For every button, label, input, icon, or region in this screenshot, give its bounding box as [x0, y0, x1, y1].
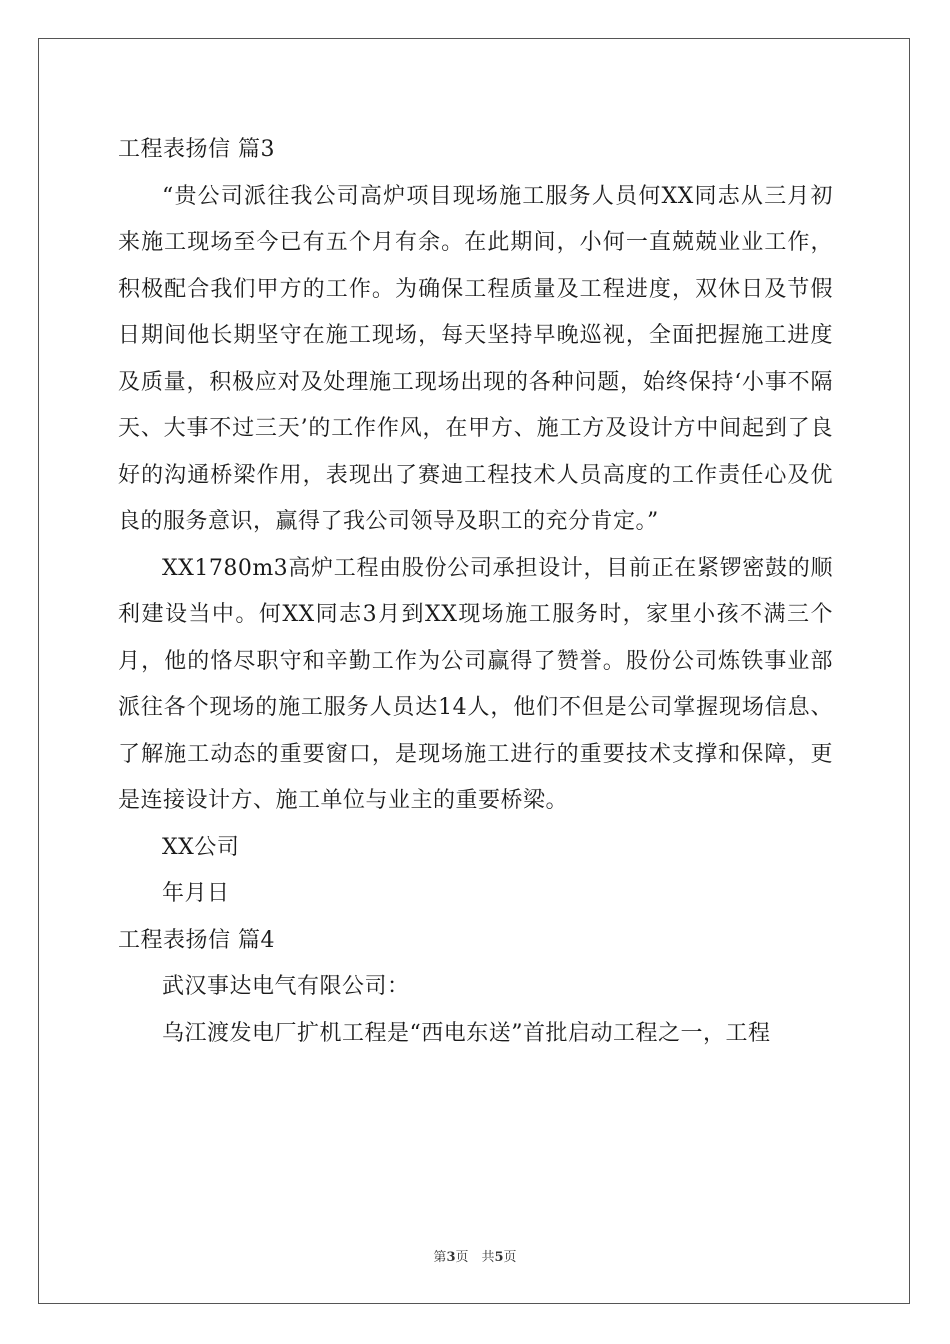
current-page-number: 3 [446, 1250, 456, 1265]
total-page-number: 5 [494, 1250, 504, 1265]
page-mid: 页 共 [455, 1250, 495, 1265]
signature-company: XX公司 [162, 834, 240, 860]
section-heading: 工程表扬信 篇4 [118, 927, 275, 953]
paragraph: XX1780m3高炉工程由股份公司承担设计，目前正在紧锣密鼓的顺利建设当中。何XX同志3月到XX现场施工服务时，家里小孩不满三个月，他的恪尽职守和辛勤工作为公司赢得了赞誉。股份公司炼铁事业部派往各个现场的施工服务人员达14人，他们不但是公司掌握现场信息、了解施工动态的重要窗口，是现场施工进行的重要技术支撑和保障，更是连接设计方、施工单位与业主的重要桥梁。 [118, 555, 833, 813]
section-heading: 工程表扬信 篇3 [118, 137, 275, 162]
salutation: 武汉事达电气有限公司： [162, 974, 410, 999]
page-suffix: 页 [503, 1250, 517, 1265]
page-footer [0, 1246, 950, 1265]
paragraph: “贵公司派往我公司高炉项目现场施工服务人员何XX同志从三月初来施工现场至今已有五个月有余。在此期间，小何一直兢兢业业工作，积极配合我们甲方的工作。为确保工程质量及工程进度，双休日及节假日期间他长期坚守在施工现场，每天坚持早晚巡视，全面把握施工进度及质量，积极应对及处理施工现场出现的各种问题，始终保持‘小事不隔天、大事不过三天’的工作作风，在甲方、施工方及设计方中间起到了良好的沟通桥梁作用，表现出了赛迪工程技术人员高度的工作责任心及优良的服务意识，赢得了我公司领导及职工的充分肯定。” [118, 183, 833, 534]
page-prefix: 第 [433, 1250, 447, 1265]
signature-date: 年月日 [162, 881, 230, 906]
document-body [118, 127, 833, 1057]
paragraph: 乌江渡发电厂扩机工程是“西电东送”首批启动工程之一，工程 [162, 1020, 771, 1046]
